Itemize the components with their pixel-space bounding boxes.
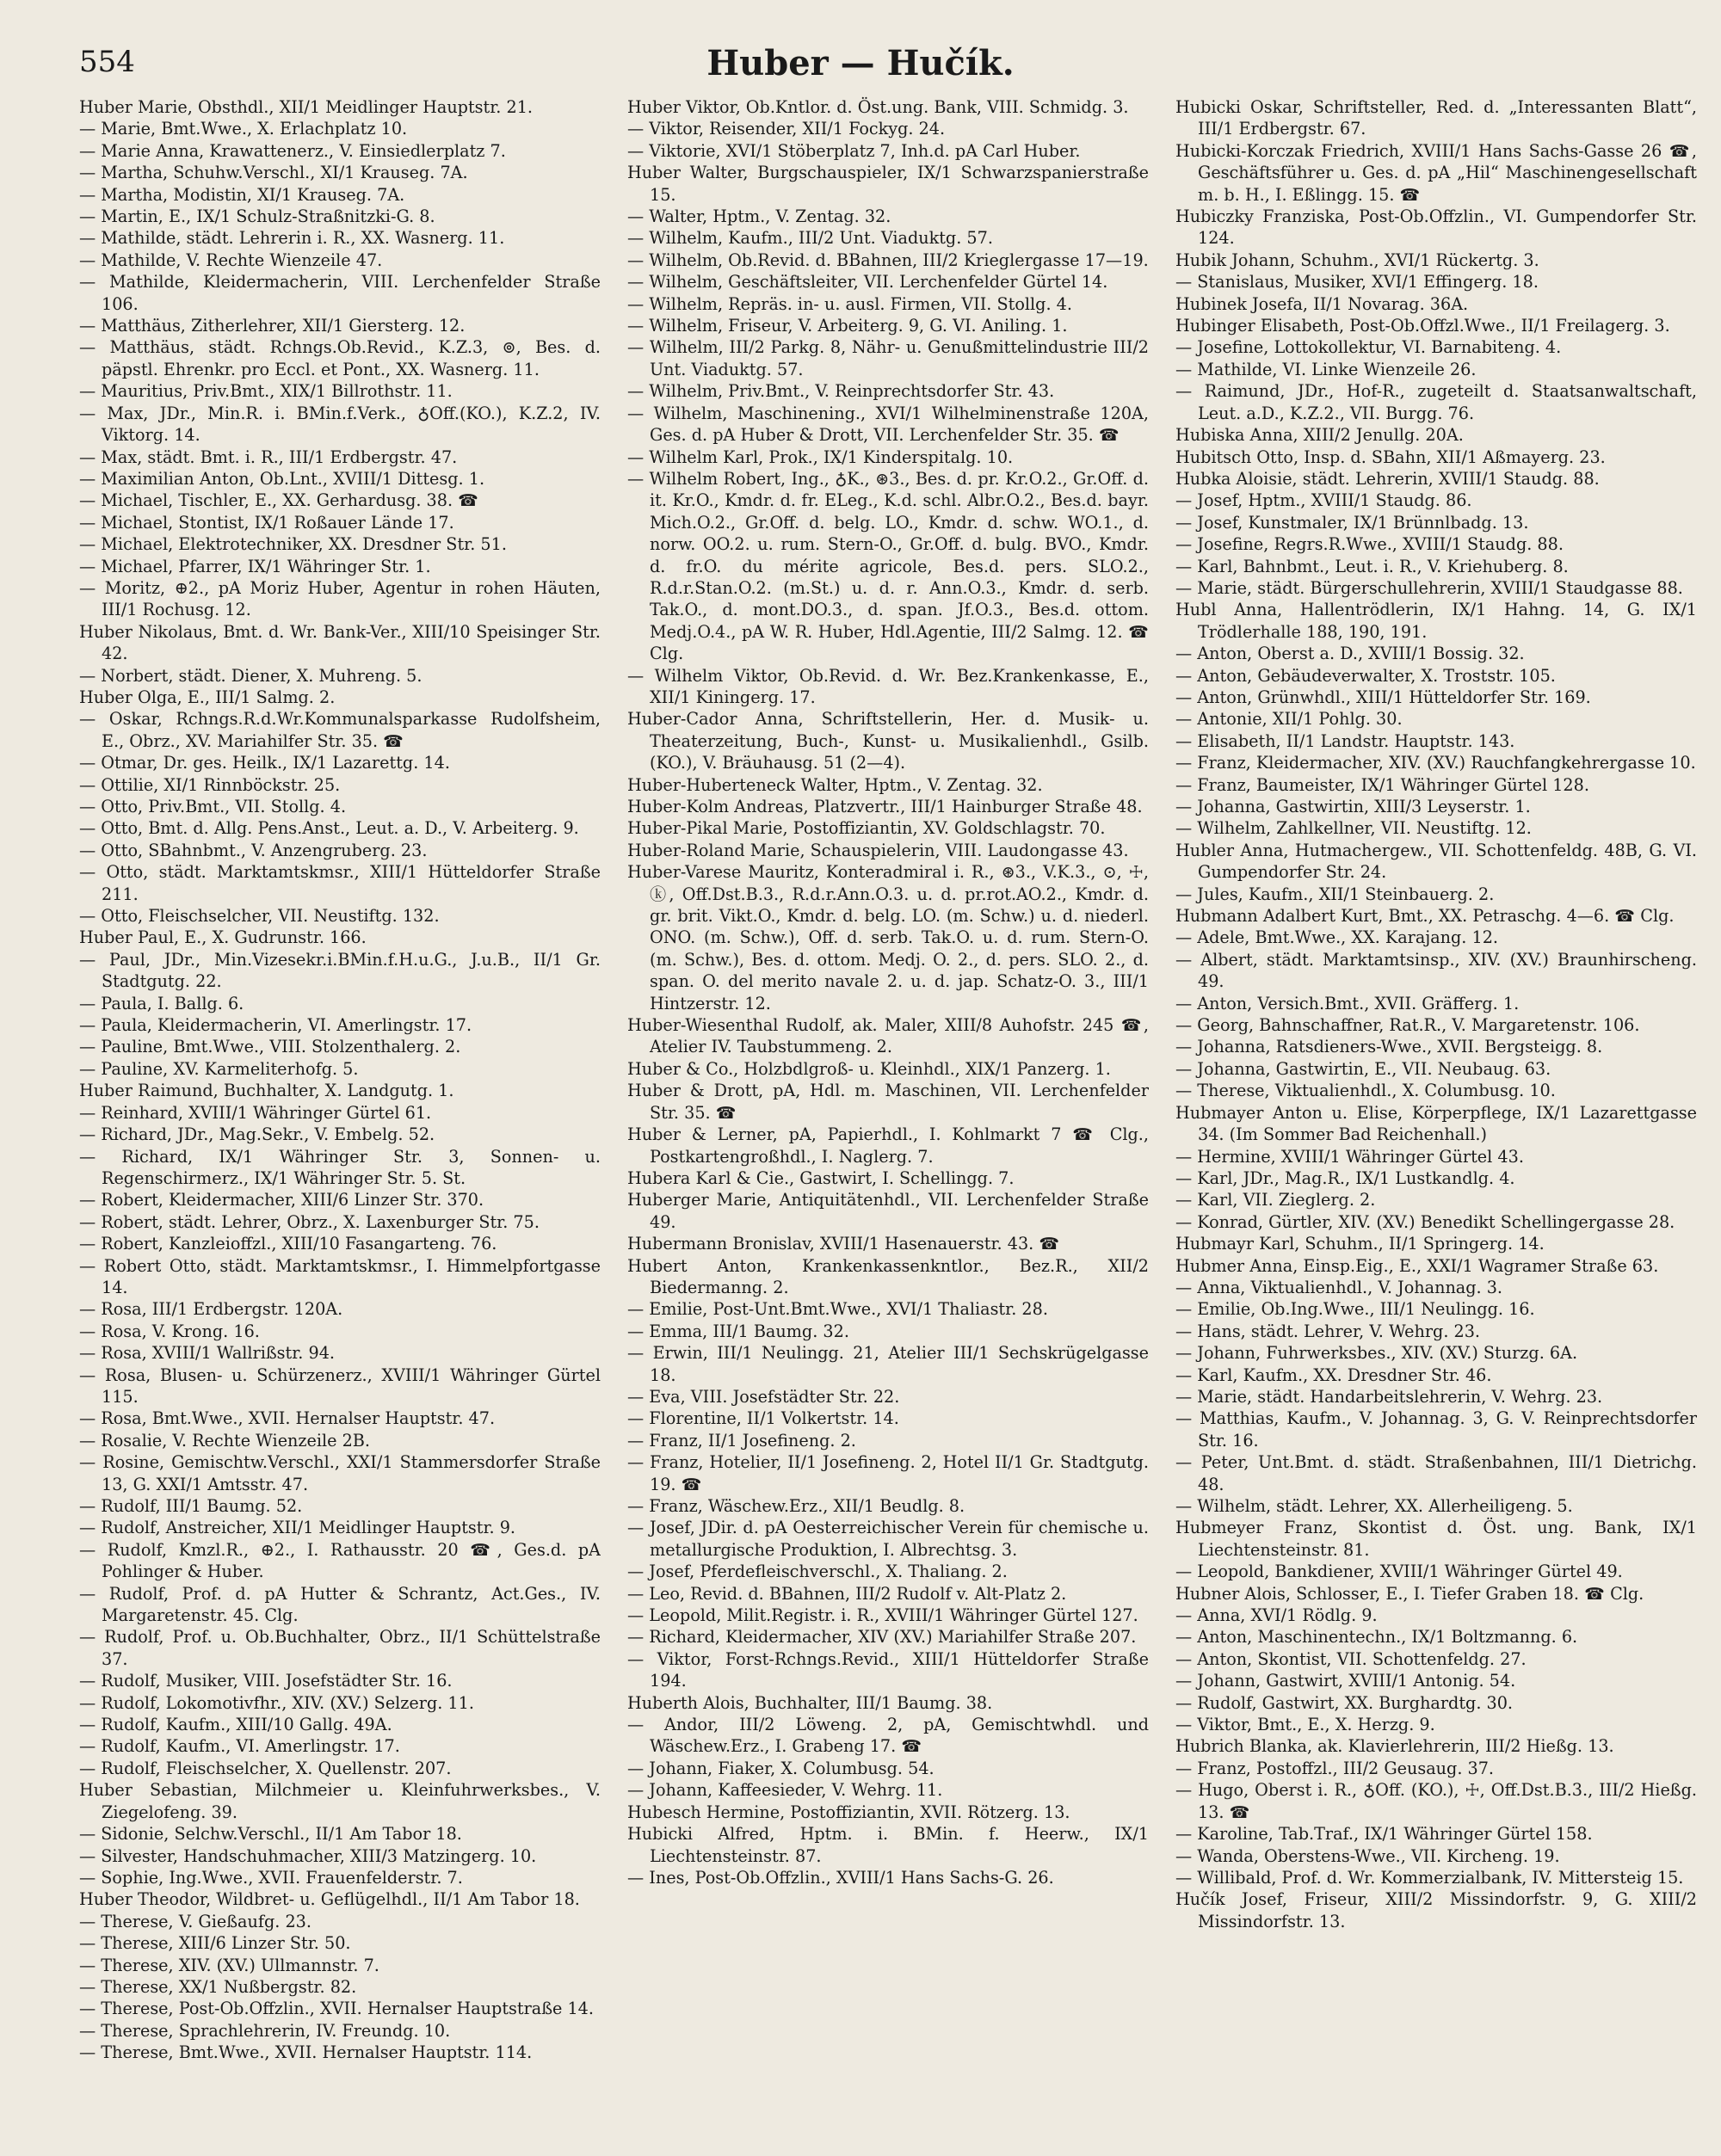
directory-entry: — Rudolf, Kaufm., XIII/10 Gallg. 49A. [79,1715,392,1735]
directory-entry: — Martha, Schuhw.Verschl., XI/1 Krauseg. 7A. [79,163,468,183]
directory-entry: Huber-Huberteneck Walter, Hptm., V. Zentag. 32. [627,774,1043,795]
directory-entry: — Franz, II/1 Josefineng. 2. [627,1430,856,1451]
directory-entry: Huber Marie, Obsthdl., XII/1 Meidlinger Hauptstr. 21. [79,97,533,117]
directory-entry: — Antonie, XII/1 Pohlg. 30. [1175,709,1403,730]
directory-entry: — Emilie, Ob.Ing.Wwe., III/1 Neulingg. 16. [1175,1299,1535,1320]
directory-entry: Hubik Johann, Schuhm., XVI/1 Rückertg. 3. [1175,249,1539,270]
directory-entry: — Michael, Elektrotechniker, XX. Dresdner Str. 51. [79,534,507,555]
directory-entry: — Wilhelm, Zahlkellner, VII. Neustiftg. 12. [1175,818,1532,839]
directory-entry: — Leopold, Bankdiener, XVIII/1 Währinger Gürtel 49. [1175,1562,1623,1582]
directory-entry: — Johann, Fuhrwerksbes., XIV. (XV.) Sturzg. 6A. [1175,1343,1578,1364]
directory-entry: Huber-Kolm Andreas, Platzvertr., III/1 Hainburger Straße 48. [627,797,1143,816]
column-3 [1175,96,1697,2144]
directory-entry: — Franz, Wäschew.Erz., XII/1 Beudlg. 8. [627,1496,965,1516]
directory-entry: Hubrich Blanka, ak. Klavierlehrerin, III/2 Hießg. 13. [1175,1736,1614,1757]
directory-entry: Huber-Cador Anna, Schriftstellerin, Her. d. Musik- u. Theaterzeitung, Buch-, Kunst- u. Musikalienhdl., Gsilb. (KO.), V. Bräuhausg. 51 (2—4). [627,709,1149,773]
directory-entry: Huber & Lerner, pA, Papierhdl., I. Kohlmarkt 7 ☎ Clg., Postkartengroßhdl., I. Naglerg. 7. [627,1124,1149,1167]
directory-entry: — Robert Otto, städt. Marktamtskmsr., I. Himmelpfortgasse 14. [79,1255,601,1297]
directory-entry: — Johanna, Gastwirtin, E., VII. Neubaug. 63. [1175,1058,1551,1079]
directory-entry: — Richard, Kleidermacher, XIV (XV.) Mariahilfer Straße 207. [627,1627,1137,1648]
directory-entry: Hučík Josef, Friseur, XIII/2 Missindorfstr. 9, G. XIII/2 Missindorfstr. 13. [1175,1889,1697,1931]
directory-entry: — Rudolf, Kaufm., VI. Amerlingstr. 17. [79,1736,400,1757]
directory-entry: — Richard, IX/1 Währinger Str. 3, Sonnen- u. Regenschirmerz., IX/1 Währinger Str. 5. St. [79,1146,601,1188]
directory-entry: Hubmeyer Franz, Skontist d. Öst. ung. Bank, IX/1 Liechtensteinstr. 81. [1175,1518,1697,1560]
directory-entry: — Walter, Hptm., V. Zentag. 32. [627,206,891,227]
directory-entry: — Marie Anna, Krawattenerz., V. Einsiedlerplatz 7. [79,140,506,161]
directory-entry: — Rudolf, Prof. u. Ob.Buchhalter, Obrz., II/1 Schüttelstraße 37. [79,1627,601,1669]
directory-entry: Hubmayer Anton u. Elise, Körperpflege, IX/1 Lazarettgasse 34. (Im Sommer Bad Reichenhall.) [1175,1102,1697,1145]
directory-entry: — Marie, Bmt.Wwe., X. Erlachplatz 10. [79,119,408,139]
directory-entry: — Silvester, Handschuhmacher, XIII/3 Matzingerg. 10. [79,1845,537,1866]
directory-entry: — Leo, Revid. d. BBahnen, III/2 Rudolf v. Alt-Platz 2. [627,1583,1067,1604]
directory-entry: — Stanislaus, Musiker, XVI/1 Effingerg. 18. [1175,272,1539,293]
directory-entry: — Michael, Pfarrer, IX/1 Währinger Str. 1. [79,556,431,576]
directory-entry: — Wilhelm, städt. Lehrer, XX. Allerheiligeng. 5. [1175,1496,1573,1516]
directory-entry: — Paula, I. Ballg. 6. [79,993,244,1013]
directory-entry: — Peter, Unt.Bmt. d. städt. Straßenbahnen, III/1 Dietrichg. 48. [1175,1452,1697,1494]
directory-entry: Huber-Wiesenthal Rudolf, ak. Maler, XIII/8 Auhofstr. 245 ☎, Atelier IV. Taubstummeng. 2. [627,1015,1149,1057]
directory-entry: Hubl Anna, Hallentrödlerin, IX/1 Hahng. 14, G. IX/1 Trödlerhalle 188, 190, 191. [1175,600,1697,642]
directory-entry: — Viktor, Reisender, XII/1 Fockyg. 24. [627,119,946,139]
column-2 [627,96,1149,2144]
directory-entry: Hubinger Elisabeth, Post-Ob.Offzl.Wwe., II/1 Freilagerg. 3. [1175,316,1670,336]
directory-entry: — Johann, Gastwirt, XVIII/1 Antonig. 54. [1175,1671,1516,1691]
directory-entry: — Karl, JDr., Mag.R., IX/1 Lustkandlg. 4. [1175,1167,1515,1188]
directory-entry: — Otto, Bmt. d. Allg. Pens.Anst., Leut. a. D., V. Arbeiterg. 9. [79,818,579,839]
directory-entry: — Rudolf, Musiker, VIII. Josefstädter Str. 16. [79,1671,453,1691]
directory-entry: — Rudolf, Fleischselcher, X. Quellenstr. 207. [79,1758,452,1778]
directory-entry: — Leopold, Milit.Registr. i. R., XVIII/1 Währinger Gürtel 127. [627,1605,1138,1626]
directory-entry: — Karl, Bahnbmt., Leut. i. R., V. Kriehuberg. 8. [1175,556,1569,576]
directory-entry: — Josef, Pferdefleischverschl., X. Thaliang. 2. [627,1562,1008,1582]
directory-entry: — Hermine, XVIII/1 Währinger Gürtel 43. [1175,1146,1524,1167]
directory-entry: — Emilie, Post-Unt.Bmt.Wwe., XVI/1 Thaliastr. 28. [627,1299,1048,1320]
directory-entry: — Wilhelm, Geschäftsleiter, VII. Lerchenfelder Gürtel 14. [627,272,1108,293]
directory-entry: — Wilhelm, Maschinening., XVI/1 Wilhelminenstraße 120A, Ges. d. pA Huber & Drott, VII. Lerchenfelder Str. 35. ☎ [627,403,1149,446]
directory-entry: — Pauline, Bmt.Wwe., VIII. Stolzenthalerg. 2. [79,1037,461,1057]
directory-entry: — Reinhard, XVIII/1 Währinger Gürtel 61. [79,1102,432,1123]
directory-entry: — Otto, Priv.Bmt., VII. Stollg. 4. [79,797,347,816]
directory-entry: — Eva, VIII. Josefstädter Str. 22. [627,1386,900,1407]
directory-entry: — Mathilde, städt. Lehrerin i. R., XX. Wasnerg. 11. [79,228,505,249]
directory-entry: — Anton, Grünwhdl., XIII/1 Hütteldorfer Str. 169. [1175,687,1591,707]
directory-entry: — Wilhelm, III/2 Parkg. 8, Nähr- u. Genußmittelindustrie III/2 Unt. Viaduktg. 57. [627,337,1149,379]
directory-entry: Huber Sebastian, Milchmeier u. Kleinfuhrwerksbes., V. Ziegelofeng. 39. [79,1780,601,1822]
directory-entry: — Josef, JDir. d. pA Oesterreichischer Verein für chemische u. metallurgische Produktion, I. Albrechtsg. 3. [627,1518,1149,1560]
directory-entry: — Anton, Versich.Bmt., XVII. Gräfferg. 1. [1175,993,1520,1013]
directory-entry: — Konrad, Gürtler, XIV. (XV.) Benedikt Schellingergasse 28. [1175,1211,1675,1232]
directory-entry: Hubmann Adalbert Kurt, Bmt., XX. Petraschg. 4—6. ☎ Clg. [1175,906,1675,927]
directory-entry: — Max, JDr., Min.R. i. BMin.f.Verk., ♁Off.(KO.), K.Z.2, IV. Viktorg. 14. [79,403,601,446]
directory-entry: — Mauritius, Priv.Bmt., XIX/1 Billrothstr. 11. [79,381,453,402]
directory-entry: Hubicki Alfred, Hptm. i. BMin. f. Heerw., IX/1 Liechtensteinstr. 87. [627,1824,1149,1866]
directory-entry: — Rudolf, Prof. d. pA Hutter & Schrantz, Act.Ges., IV. Margaretenstr. 45. Clg. [79,1583,601,1626]
directory-entry: — Rudolf, III/1 Baumg. 52. [79,1496,303,1516]
directory-entry: — Mathilde, Kleidermacherin, VIII. Lerchenfelder Straße 106. [79,272,601,314]
directory-entry: — Rosa, Blusen- u. Schürzenerz., XVIII/1 Währinger Gürtel 115. [79,1364,601,1407]
directory-entry: Hubner Alois, Schlosser, E., I. Tiefer Graben 18. ☎ Clg. [1175,1583,1644,1604]
directory-entry: — Josef, Hptm., XVIII/1 Staudg. 86. [1175,490,1472,511]
directory-entry: — Matthias, Kaufm., V. Johannag. 3, G. V. Reinprechtsdorfer Str. 16. [1175,1408,1697,1451]
directory-entry: Huber-Varese Mauritz, Konteradmiral i. R., ⊛3., V.K.3., ⊙, ☩, ⓚ, Off.Dst.B.3., R.d.r.Ann.O.3. u. d. pr.rot.AO.2., Kmdr. d. gr. brit. Vikt.O., Kmdr. d. belg. LO. (m. Schw.) u. d. niederl. ONO. (m. Schw.), Off. d. serb. Tak.O. u. d. rum. Stern-O. (m. Schw.), Bes. d. ottom. Medj. O. 2., d. pers. SLO. 2., d. span. O. del merito navale 2. u. d. jap. Schatz-O. 3., III/1 Hintzerstr. 12. [627,862,1149,1013]
directory-entry: — Johann, Fiaker, X. Columbusg. 54. [627,1758,935,1778]
directory-entry: Huber-Pikal Marie, Postoffiziantin, XV. Goldschlagstr. 70. [627,818,1106,839]
column-1 [79,96,601,2144]
directory-entry: Huber Walter, Burgschauspieler, IX/1 Schwarzspanierstraße 15. [627,163,1149,205]
directory-entry: — Anton, Oberst a. D., XVIII/1 Bossig. 32. [1175,644,1525,664]
directory-entry: — Martin, E., IX/1 Schulz-Straßnitzki-G. 8. [79,206,435,227]
directory-entry: — Sidonie, Selchw.Verschl., II/1 Am Tabor 18. [79,1824,462,1845]
directory-entry: — Otto, Fleischselcher, VII. Neustiftg. 132. [79,906,440,927]
directory-entry: — Adele, Bmt.Wwe., XX. Karajang. 12. [1175,927,1499,948]
directory-entry: — Wilhelm, Priv.Bmt., V. Reinprechtsdorfer Str. 43. [627,381,1055,402]
directory-entry: — Otto, städt. Marktamtskmsr., XIII/1 Hütteldorfer Straße 211. [79,862,601,904]
directory-entry: — Therese, XIII/6 Linzer Str. 50. [79,1933,351,1954]
directory-entry: — Jules, Kaufm., XII/1 Steinbauerg. 2. [1175,884,1495,904]
directory-entry: — Norbert, städt. Diener, X. Muhreng. 5. [79,665,423,686]
directory-entry: — Anton, Skontist, VII. Schottenfeldg. 27. [1175,1648,1527,1669]
directory-entry: Huber Nikolaus, Bmt. d. Wr. Bank-Ver., XIII/10 Speisinger Str. 42. [79,621,601,664]
directory-entry: — Karl, VII. Zieglerg. 2. [1175,1190,1376,1210]
directory-entry: — Viktorie, XVI/1 Stöberplatz 7, Inh.d. pA Carl Huber. [627,140,1081,161]
directory-entry: — Hans, städt. Lehrer, V. Wehrg. 23. [1175,1321,1481,1341]
directory-entry: — Sophie, Ing.Wwe., XVII. Frauenfelderstr. 7. [79,1867,463,1888]
directory-entry: Hubert Anton, Krankenkassenkntlor., Bez.R., XII/2 Biedermanng. 2. [627,1255,1149,1297]
directory-entry: Huber & Drott, pA, Hdl. m. Maschinen, VII. Lerchenfelder Str. 35. ☎ [627,1081,1149,1123]
directory-entry: — Mathilde, V. Rechte Wienzeile 47. [79,249,383,270]
directory-entry: — Therese, Bmt.Wwe., XVII. Hernalser Hauptstr. 114. [79,2042,533,2063]
directory-entry: — Wilhelm Robert, Ing., ♁K., ⊛3., Bes. d. pr. Kr.O.2., Gr.Off. d. it. Kr.O., Kmdr. d. fr. ELeg., K.d. schl. Albr.O.2., Bes.d. bayr. Mich.O.2., Gr.Off. d. belg. LO., Kmdr. d. schw. WO.1., d. norw. OO.2. u. rum. Stern-O., Gr.Off. d. bulg. BVO., Kmdr. d. fr.O. du mérite agricole, Bes.d. pers. SLO.2., R.d.r.Stan.O.2. (m.St.) u. d. r. Ann.O.3., Kmdr. d. serb. Tak.O., d. mont.DO.3., d. span. Jf.O.3., Bes.d. ottom. Medj.O.4., pA W. R. Huber, Hdl.Agentie, III/2 Salmg. 12. ☎ Clg. [627,468,1149,664]
directory-entry: — Oskar, Rchngs.R.d.Wr.Kommunalsparkasse Rudolfsheim, E., Obrz., XV. Mariahilfer Str. 35. ☎ [79,709,601,751]
directory-entry: — Ines, Post-Ob.Offzlin., XVIII/1 Hans Sachs-G. 26. [627,1867,1054,1888]
directory-entry: — Wanda, Oberstens-Wwe., VII. Kircheng. 19. [1175,1845,1560,1866]
directory-entry: — Elisabeth, II/1 Landstr. Hauptstr. 143. [1175,730,1515,751]
directory-entry: — Therese, XIV. (XV.) Ullmannstr. 7. [79,1955,379,1975]
directory-entry: — Therese, Sprachlehrerin, IV. Freundg. 10. [79,2020,451,2041]
directory-entry: — Anton, Gebäudeverwalter, X. Troststr. 105. [1175,665,1556,686]
directory-entry: — Therese, Post-Ob.Offzlin., XVII. Hernalser Hauptstraße 14. [79,1999,594,2019]
directory-entry: — Therese, XX/1 Nußbergstr. 82. [79,1976,357,1997]
directory-entry: — Willibald, Prof. d. Wr. Kommerzialbank, IV. Mittersteig 15. [1175,1867,1684,1888]
page-number: 554 [79,45,135,79]
directory-entry: — Franz, Postoffzl., III/2 Geusaug. 37. [1175,1758,1495,1778]
directory-entry: — Karl, Kaufm., XX. Dresdner Str. 46. [1175,1364,1492,1385]
directory-entry: — Martha, Modistin, XI/1 Krauseg. 7A. [79,184,405,205]
directory-entry: Hubiczky Franziska, Post-Ob.Offzlin., VI. Gumpendorfer Str. 124. [1175,206,1697,249]
directory-entry: — Anna, XVI/1 Rödlg. 9. [1175,1605,1378,1626]
directory-entry: Hubka Aloisie, städt. Lehrerin, XVIII/1 Staudg. 88. [1175,468,1600,489]
directory-entry: — Mathilde, VI. Linke Wienzeile 26. [1175,359,1477,379]
directory-entry: — Rudolf, Anstreicher, XII/1 Meidlinger Hauptstr. 9. [79,1518,516,1538]
directory-entry: — Johann, Kaffeesieder, V. Wehrg. 11. [627,1780,943,1801]
directory-entry: Huber Viktor, Ob.Kntlor. d. Öst.ung. Bank, VIII. Schmidg. 3. [627,97,1129,117]
directory-entry: Hubmayr Karl, Schuhm., II/1 Springerg. 14. [1175,1234,1545,1254]
directory-entry: — Maximilian Anton, Ob.Lnt., XVIII/1 Dittesg. 1. [79,468,485,489]
directory-entry: — Rosa, Bmt.Wwe., XVII. Hernalser Hauptstr. 47. [79,1408,496,1429]
directory-entry: — Rudolf, Gastwirt, XX. Burghardtg. 30. [1175,1692,1514,1713]
directory-entry: — Rosine, Gemischtw.Verschl., XXI/1 Stammersdorfer Straße 13, G. XXI/1 Amtsstr. 47. [79,1452,601,1494]
directory-entry: — Wilhelm, Friseur, V. Arbeiterg. 9, G. VI. Aniling. 1. [627,316,1068,336]
directory-entry: — Johanna, Ratsdieners-Wwe., XVII. Bergsteigg. 8. [1175,1037,1603,1057]
directory-entry: — Paula, Kleidermacherin, VI. Amerlingstr. 17. [79,1015,472,1036]
directory-entry: — Josefine, Lottokollektur, VI. Barnabiteng. 4. [1175,337,1562,358]
directory-entry: — Matthäus, städt. Rchngs.Ob.Revid., K.Z.3, ⊚, Bes. d. päpstl. Ehrenkr. pro Eccl. et Pont., XX. Wasnerg. 11. [79,337,601,379]
directory-entry: — Josefine, Regrs.R.Wwe., XVIII/1 Staudg. 88. [1175,534,1564,555]
directory-entry: — Pauline, XV. Karmeliterhofg. 5. [79,1058,359,1079]
directory-entry: Huber Theodor, Wildbret- u. Geflügelhdl., II/1 Am Tabor 18. [79,1889,580,1910]
directory-entry: — Robert, Kleidermacher, XIII/6 Linzer Str. 370. [79,1190,484,1210]
directory-entry: — Rosalie, V. Rechte Wienzeile 2B. [79,1430,370,1451]
directory-entry: — Michael, Tischler, E., XX. Gerhardusg. 38. ☎ [79,490,479,511]
directory-entry: — Wilhelm, Repräs. in- u. ausl. Firmen, VII. Stollg. 4. [627,293,1072,314]
directory-entry: — Emma, III/1 Baumg. 32. [627,1321,849,1341]
directory-entry: — Georg, Bahnschaffner, Rat.R., V. Margaretenstr. 106. [1175,1015,1640,1036]
directory-entry: Huber Olga, E., III/1 Salmg. 2. [79,687,336,707]
directory-entry: — Otmar, Dr. ges. Heilk., IX/1 Lazarettg. 14. [79,753,450,773]
directory-entry: — Marie, städt. Bürgerschullehrerin, XVIII/1 Staudgasse 88. [1175,577,1683,598]
directory-entry: — Raimund, JDr., Hof-R., zugeteilt d. Staatsanwaltschaft, Leut. a.D., K.Z.2., VII. Burgg. 76. [1175,381,1697,423]
directory-entry: — Michael, Stontist, IX/1 Roßauer Lände 17. [79,512,454,533]
directory-entry: — Anton, Maschinentechn., IX/1 Boltzmanng. 6. [1175,1627,1578,1648]
directory-entry: Huber Paul, E., X. Gudrunstr. 166. [79,927,367,948]
directory-entry: — Franz, Baumeister, IX/1 Währinger Gürtel 128. [1175,774,1589,795]
directory-entry: Hubitsch Otto, Insp. d. SBahn, XII/1 Aßmayerg. 23. [1175,447,1606,467]
directory-entry: — Wilhelm Karl, Prok., IX/1 Kinderspitalg. 10. [627,447,1014,467]
directory-entry: Hubler Anna, Hutmachergew., VII. Schottenfeldg. 48B, G. VI. Gumpendorfer Str. 24. [1175,840,1697,883]
page-title: Huber — Hučík. [706,43,1015,83]
directory-entry: — Therese, Viktualienhdl., X. Columbusg. 10. [1175,1081,1556,1101]
directory-entry: — Franz, Kleidermacher, XIV. (XV.) Rauchfangkehrergasse 10. [1175,753,1696,773]
directory-entry: — Karoline, Tab.Traf., IX/1 Währinger Gürtel 158. [1175,1824,1593,1845]
directory-entry: — Josef, Kunstmaler, IX/1 Brünnlbadg. 13. [1175,512,1529,533]
directory-entry: — Therese, V. Gießaufg. 23. [79,1911,312,1931]
directory-entry: Hubesch Hermine, Postoffiziantin, XVII. Rötzerg. 13. [627,1802,1070,1822]
directory-entry: — Rosa, V. Krong. 16. [79,1321,260,1341]
directory-entry: — Robert, Kanzleioffzl., XIII/10 Fasangarteng. 76. [79,1234,497,1254]
directory-entry: — Moritz, ⊕2., pA Moriz Huber, Agentur in rohen Häuten, III/1 Rochusg. 12. [79,577,601,620]
directory-entry: Huberth Alois, Buchhalter, III/1 Baumg. 38. [627,1692,993,1713]
directory-entry: — Matthäus, Zitherlehrer, XII/1 Giersterg. 12. [79,316,466,336]
directory-entry: Huber & Co., Holzbdlgroß- u. Kleinhdl., XIX/1 Panzerg. 1. [627,1058,1111,1079]
directory-entry: Hubicki-Korczak Friedrich, XVIII/1 Hans Sachs-Gasse 26 ☎, Geschäftsführer u. Ges. d. pA „Hil“ Maschinengesellschaft m. b. H., I. Eßlingg. 15. ☎ [1175,140,1697,205]
directory-entry: Hubermann Bronislav, XVIII/1 Hasenauerstr. 43. ☎ [627,1234,1060,1254]
directory-entry: — Wilhelm Viktor, Ob.Revid. d. Wr. Bez.Krankenkasse, E., XII/1 Kiningerg. 17. [627,665,1149,707]
columns [79,96,1697,2144]
directory-entry: Hubmer Anna, Einsp.Eig., E., XXI/1 Wagramer Straße 63. [1175,1255,1659,1276]
directory-entry: Huber-Roland Marie, Schauspielerin, VIII. Laudongasse 43. [627,840,1129,860]
directory-entry: — Ottilie, XI/1 Rinnböckstr. 25. [79,774,341,795]
directory-entry: — Wilhelm, Kaufm., III/2 Unt. Viaduktg. 57. [627,228,993,249]
directory-entry: Huber Raimund, Buchhalter, X. Landgutg. 1. [79,1081,454,1101]
directory-entry: — Otto, SBahnbmt., V. Anzengruberg. 23. [79,840,428,860]
directory-entry: — Robert, städt. Lehrer, Obrz., X. Laxenburger Str. 75. [79,1211,540,1232]
directory-entry: Hubiska Anna, XIII/2 Jenullg. 20A. [1175,425,1464,446]
directory-entry: — Rudolf, Kmzl.R., ⊕2., I. Rathausstr. 20 ☎, Ges.d. pA Pohlinger & Huber. [79,1539,601,1582]
directory-entry: — Johanna, Gastwirtin, XIII/3 Leyserstr. 1. [1175,797,1531,816]
directory-entry: — Rudolf, Lokomotivfhr., XIV. (XV.) Selzerg. 11. [79,1692,474,1713]
directory-entry: Hubera Karl & Cie., Gastwirt, I. Schellingg. 7. [627,1167,1015,1188]
directory-entry: — Wilhelm, Ob.Revid. d. BBahnen, III/2 Krieglergasse 17—19. [627,249,1149,270]
directory-entry: — Richard, JDr., Mag.Sekr., V. Embelg. 52. [79,1124,435,1145]
directory-entry: Hubinek Josefa, II/1 Novarag. 36A. [1175,293,1469,314]
directory-entry: — Franz, Hotelier, II/1 Josefineng. 2, Hotel II/1 Gr. Stadtgutg. 19. ☎ [627,1452,1149,1494]
directory-entry: — Albert, städt. Marktamtsinsp., XIV. (XV.) Braunhirscheng. 49. [1175,949,1697,992]
directory-entry: — Hugo, Oberst i. R., ♁Off. (KO.), ☩, Off.Dst.B.3., III/2 Hießg. 13. ☎ [1175,1780,1697,1822]
directory-entry: — Marie, städt. Handarbeitslehrerin, V. Wehrg. 23. [1175,1386,1603,1407]
directory-entry: — Andor, III/2 Löweng. 2, pA, Gemischtwhdl. und Wäschew.Erz., I. Grabeng 17. ☎ [627,1715,1149,1757]
directory-entry: — Paul, JDr., Min.Vizesekr.i.BMin.f.H.u.G., J.u.B., II/1 Gr. Stadtgutg. 22. [79,949,601,992]
directory-entry: — Rosa, XVIII/1 Wallrißstr. 94. [79,1343,336,1364]
directory-entry: — Florentine, II/1 Volkertstr. 14. [627,1408,899,1429]
directory-entry: — Anna, Viktualienhdl., V. Johannag. 3. [1175,1277,1503,1297]
directory-entry: — Erwin, III/1 Neulingg. 21, Atelier III/1 Sechskrügelgasse 18. [627,1343,1149,1385]
directory-entry: Hubicki Oskar, Schriftsteller, Red. d. „Interessanten Blatt“, III/1 Erdbergstr. 67. [1175,97,1697,139]
directory-entry: — Viktor, Forst-Rchngs.Revid., XIII/1 Hütteldorfer Straße 194. [627,1648,1149,1691]
directory-entry: Huberger Marie, Antiquitätenhdl., VII. Lerchenfelder Straße 49. [627,1190,1149,1232]
directory-entry: — Max, städt. Bmt. i. R., III/1 Erdbergstr. 47. [79,447,458,467]
directory-entry: — Viktor, Bmt., E., X. Herzg. 9. [1175,1715,1435,1735]
directory-entry: — Rosa, III/1 Erdbergstr. 120A. [79,1299,343,1320]
